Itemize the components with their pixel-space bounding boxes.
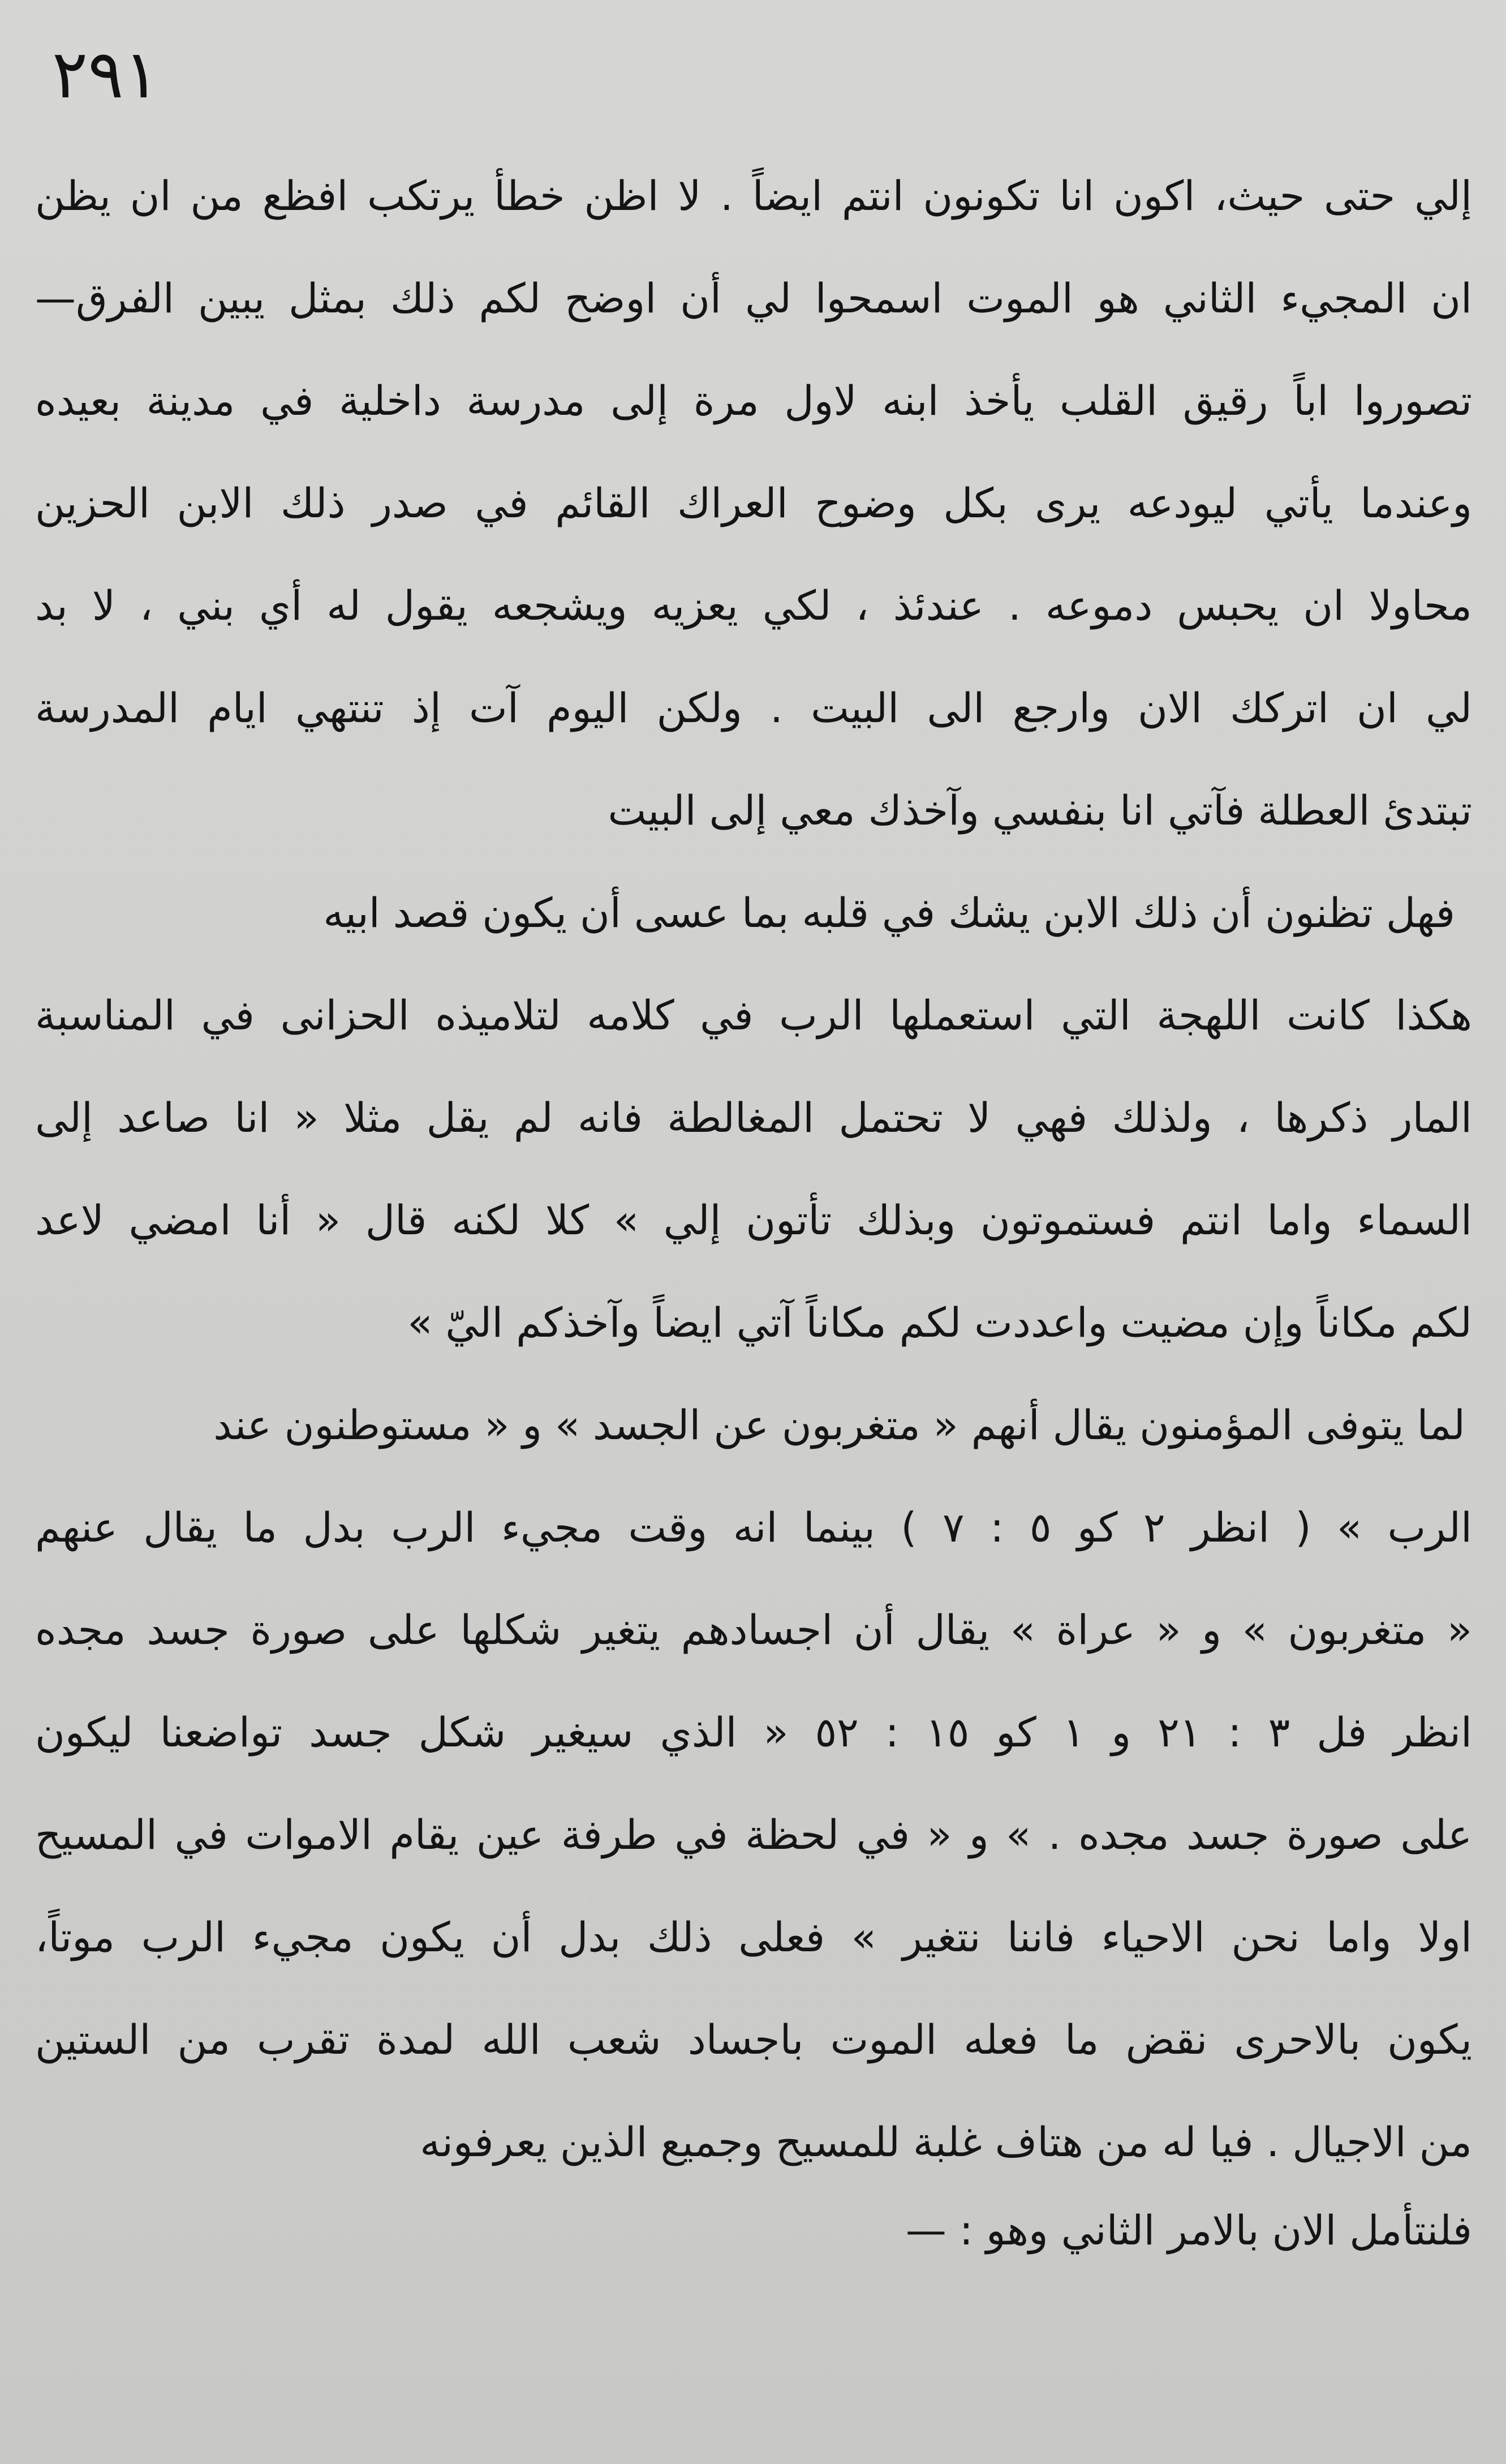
text-line-content: فلنتأمل الان بالامر الثاني وهو : — — [905, 2207, 1472, 2254]
text-line — [35, 1169, 1472, 1271]
text-line — [35, 1066, 1472, 1169]
page-number: ٢٩١ — [51, 35, 160, 113]
text-line — [35, 247, 1472, 349]
text-line — [35, 1271, 1472, 1373]
text-line — [35, 554, 1472, 656]
text-line-content: من الاجيال . فيا له من هتاف غلبة للمسيح وجميع الذين يعرفونه — [420, 2118, 1472, 2166]
text-line — [35, 1681, 1472, 1783]
text-line-content: محاولا ان يحبس دموعه . عندئذ ، لكي يعزيه ويشجعه يقول له أي بني ، لا بد — [35, 581, 1472, 629]
text-line — [35, 964, 1472, 1066]
text-line — [35, 1476, 1472, 1578]
text-line-content: لكم مكاناً وإن مضيت واعددت لكم مكاناً آتي ايضاً وآخذكم اليّ » — [407, 1298, 1472, 1346]
text-line-content: تبتدئ العطلة فآتي انا بنفسي وآخذك معي إلى البيت — [608, 786, 1472, 834]
text-line-content: تصوروا اباً رقيق القلب يأخذ ابنه لاول مرة إلى مدرسة داخلية في مدينة بعيده — [35, 376, 1472, 424]
text-line — [35, 1988, 1472, 2090]
text-line-content: يكون بالاحرى نقض ما فعله الموت باجساد شعب الله لمدة تقرب من الستين — [35, 2015, 1472, 2063]
text-line-content: إلي حتى حيث، اكون انا تكونون انتم ايضاً . لا اظن خطأ يرتكب افظع من ان يظن — [35, 171, 1472, 220]
text-line-content: السماء واما انتم فستموتون وبذلك تأتون إلي » كلا لكنه قال « أنا امضي لاعد — [35, 1196, 1472, 1244]
text-line-content: « متغربون » و « عراة » يقال أن اجسادهم يتغير شكلها على صورة جسد مجده — [35, 1606, 1472, 1654]
text-line — [35, 144, 1472, 247]
text-line — [35, 1886, 1472, 1988]
body-text — [35, 144, 1472, 2268]
text-line-content: اولا واما نحن الاحياء فاننا نتغير » فعلى ذلك بدل أن يكون مجيء الرب موتاً، — [35, 1913, 1472, 1961]
text-line-content: لي ان اتركك الان وارجع الى البيت . ولكن اليوم آت إذ تنتهي ايام المدرسة — [35, 684, 1472, 732]
text-line-content: انظر فل ٣ : ٢١ و ١ كو ١٥ : ٥٢ « الذي سيغير شكل جسد تواضعنا ليكون — [35, 1708, 1472, 1756]
text-line — [35, 1373, 1472, 1476]
text-line — [35, 1783, 1472, 1886]
text-line — [35, 1578, 1472, 1681]
text-line-content: ان المجيء الثاني هو الموت اسمحوا لي أن اوضح لكم ذلك بمثل يبين الفرق— — [35, 274, 1472, 322]
text-line-content: فهل تظنون أن ذلك الابن يشك في قلبه بما عسى أن يكون قصد ابيه — [323, 888, 1455, 937]
text-line — [35, 656, 1472, 759]
text-line-content: هكذا كانت اللهجة التي استعملها الرب في كلامه لتلاميذه الحزانى في المناسبة — [35, 991, 1472, 1039]
text-line-content: على صورة جسد مجده . » و « في لحظة في طرفة عين يقام الاموات في المسيح — [35, 1810, 1472, 1858]
text-line — [35, 452, 1472, 554]
text-line-content: المار ذكرها ، ولذلك فهي لا تحتمل المغالطة فانه لم يقل مثلا « انا صاعد إلى — [35, 1093, 1472, 1141]
text-line — [35, 2193, 1472, 2268]
text-line — [35, 759, 1472, 861]
text-line-content: الرب » ( انظر ٢ كو ٥ : ٧ ) بينما انه وقت مجيء الرب بدل ما يقال عنهم — [35, 1503, 1472, 1551]
text-line — [35, 861, 1472, 964]
text-line-content: وعندما يأتي ليودعه يرى بكل وضوح العراك القائم في صدر ذلك الابن الحزين — [35, 479, 1472, 527]
text-line — [35, 349, 1472, 452]
text-line-content: لما يتوفى المؤمنون يقال أنهم « متغربون عن الجسد » و « مستوطنون عند — [213, 1401, 1465, 1449]
text-line — [35, 2090, 1472, 2193]
